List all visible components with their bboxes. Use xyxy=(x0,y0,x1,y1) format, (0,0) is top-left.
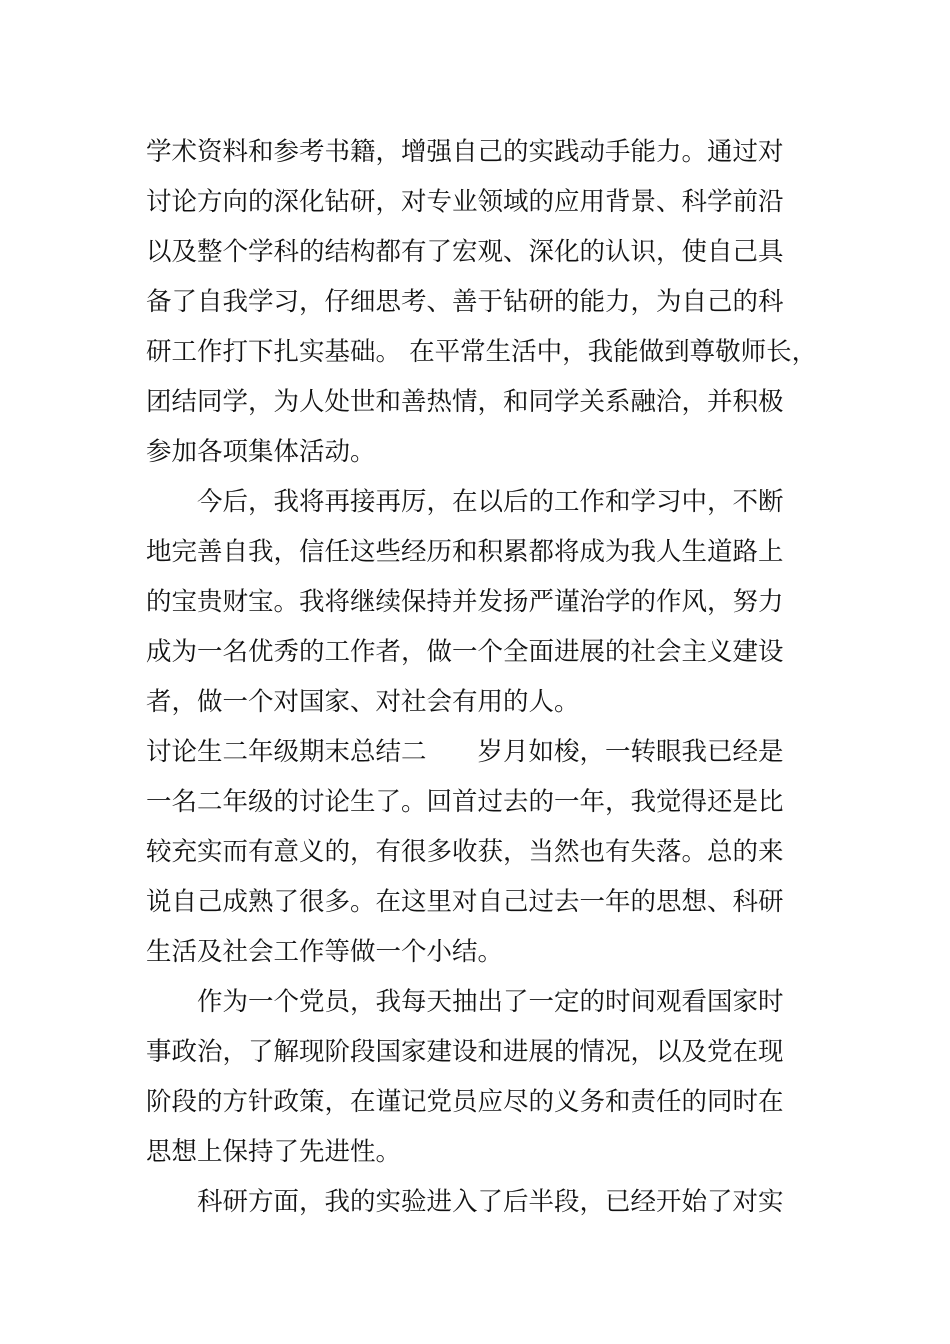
text-line: 的宝贵财宝。我将继续保持并发扬严谨治学的作风，努力 xyxy=(146,587,784,617)
text-line: 地完善自我，信任这些经历和积累都将成为我人生道路上 xyxy=(146,537,784,567)
text-line: 阶段的方针政策，在谨记党员应尽的义务和责任的同时在 xyxy=(146,1087,784,1117)
text-line: 学术资料和参考书籍，增强自己的实践动手能力。通过对 xyxy=(146,137,784,167)
text-line: 一名二年级的讨论生了。回首过去的一年，我觉得还是比 xyxy=(146,787,784,817)
text-line: 生活及社会工作等做一个小结。 xyxy=(146,937,504,967)
text-line: 较充实而有意义的，有很多收获，当然也有失落。总的来 xyxy=(146,837,784,867)
text-line: 事政治，了解现阶段国家建设和进展的情况，以及党在现 xyxy=(146,1037,784,1067)
text-line: 讨论方向的深化钻研，对专业领域的应用背景、科学前沿 xyxy=(146,187,784,217)
text-line: 备了自我学习，仔细思考、善于钻研的能力，为自己的科 xyxy=(146,287,784,317)
paragraph-first-line: 今后，我将再接再厉，在以后的工作和学习中，不断 xyxy=(197,487,784,517)
text-line: 者，做一个对国家、对社会有用的人。 xyxy=(146,687,580,717)
text-line: 团结同学，为人处世和善热情，和同学关系融洽，并积极 xyxy=(146,387,784,417)
text-line: 研工作打下扎实基础。 在平常生活中，我能做到尊敬师长， xyxy=(146,337,818,367)
text-line: 成为一名优秀的工作者，做一个全面进展的社会主义建设 xyxy=(146,637,784,667)
text-line: 参加各项集体活动。 xyxy=(146,437,376,467)
paragraph-first-line: 科研方面，我的实验进入了后半段，已经开始了对实 xyxy=(197,1187,784,1217)
paragraph-first-line: 作为一个党员，我每天抽出了一定的时间观看国家时 xyxy=(197,987,784,1017)
section-title-line: 讨论生二年级期末总结二 岁月如梭，一转眼我已经是 xyxy=(146,737,784,767)
text-line: 说自己成熟了很多。在这里对自己过去一年的思想、科研 xyxy=(146,887,784,917)
text-line: 思想上保持了先进性。 xyxy=(146,1137,402,1167)
body-text xyxy=(146,127,836,1227)
text-line: 以及整个学科的结构都有了宏观、深化的认识，使自己具 xyxy=(146,237,784,267)
